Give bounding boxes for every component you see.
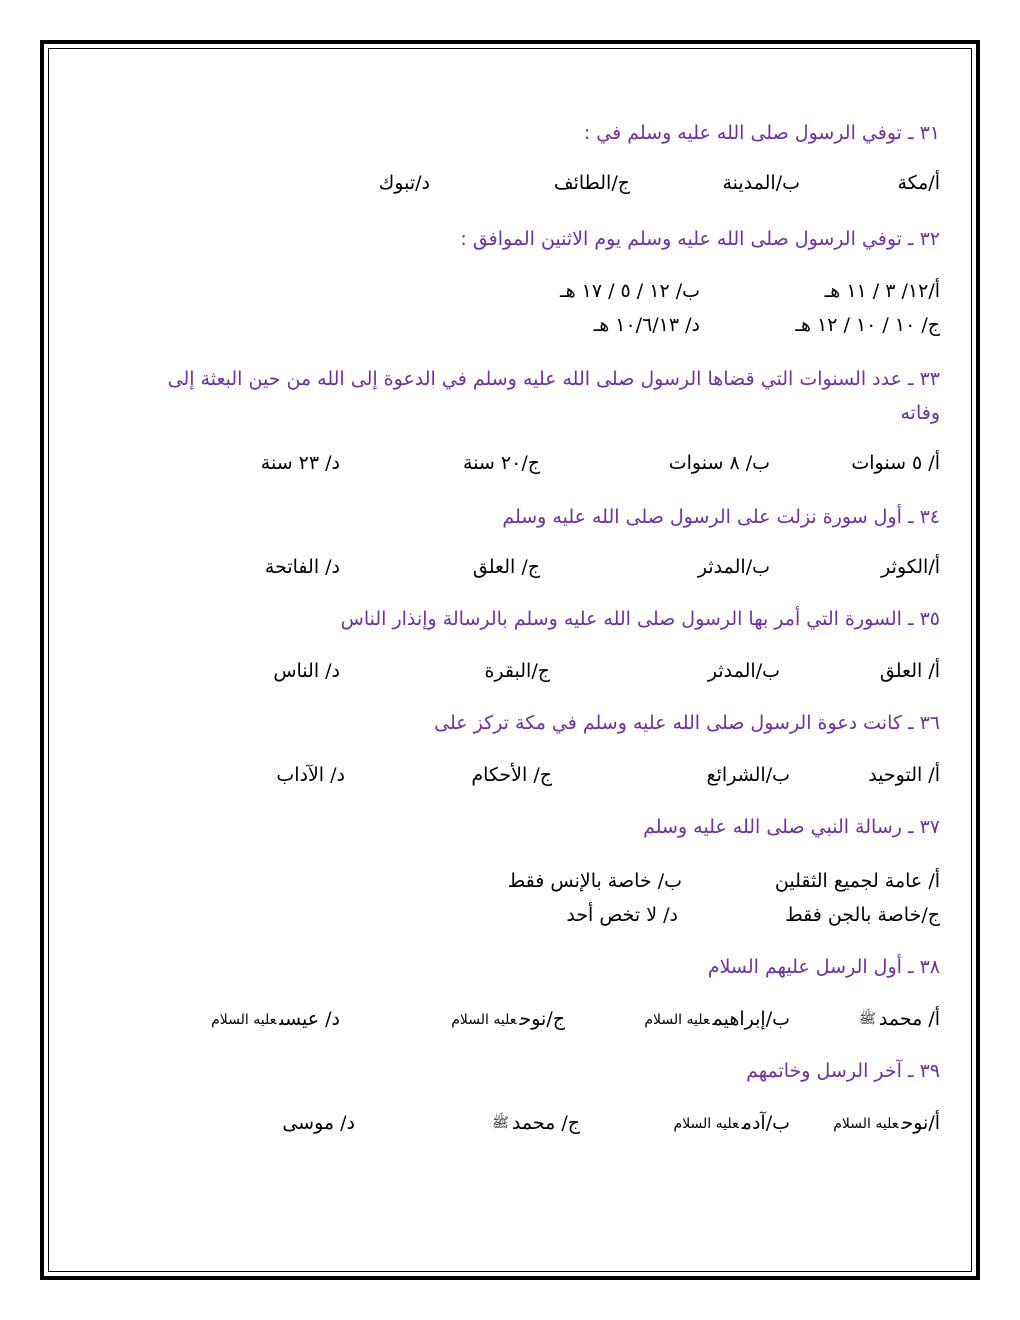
option-d: د/ الآداب [276,764,345,786]
option-b: ب/ خاصة بالإنس فقط [507,870,682,892]
options-32-row1 [280,280,940,310]
option-c: ج/ الأحكام [471,764,552,786]
question-35: ٣٥ ـ السورة التي أمر بها الرسول صلى الله عليه وسلم بالرسالة وإنذار الناس [340,608,940,630]
option-a: أ/مكة [897,172,940,194]
option-b-text: ب/إبراهيم [712,1008,790,1030]
question-37: ٣٧ ـ رسالة النبي صلى الله عليه وسلم [643,816,940,838]
question-33: ٣٣ ـ عدد السنوات التي قضاها الرسول صلى الله عليه وسلم في الدعوة إلى الله من حين البعثة إلى وفاته [167,368,940,424]
option-b [674,1112,790,1134]
option-a: أ/ ٥ سنوات [851,452,940,474]
option-d-text: د/ عيسى [279,1008,340,1030]
option-b: ب/المدثر [697,556,770,578]
alayhi-salam-icon: عليه السلام [211,1011,277,1028]
option-a: أ/ عامة لجميع الثقلين [774,870,940,892]
options-36 [276,764,940,794]
option-c: ج/الطائف [553,172,630,194]
alayhi-salam-icon: عليه السلام [673,1115,739,1132]
options-37-row1 [280,870,940,900]
option-c-text: ج/نوح [519,1008,565,1030]
options-37-row2 [280,904,940,934]
option-d: د/ الناس [273,660,340,682]
option-c [492,1112,580,1134]
option-d: د/تبوك [378,172,430,194]
question-32: ٣٢ ـ توفي الرسول صلى الله عليه وسلم يوم الاثنين الموافق : [460,228,940,250]
option-c [451,1008,565,1030]
alayhi-salam-icon: عليه السلام [644,1011,710,1028]
option-c-text: ج/ محمد [511,1112,580,1134]
option-b: ب/المدثر [707,660,780,682]
pbuh-icon: ﷺ [858,1010,876,1027]
option-b [644,1008,790,1030]
option-b: ب/ ١٢ / ٥ / ١٧ هـ [560,280,700,302]
options-39 [280,1112,940,1142]
alayhi-salam-icon: عليه السلام [833,1115,899,1132]
option-c: ج/ ١٠ / ١٠ / ١٢ هـ [795,314,940,336]
option-a: أ/الكوثر [881,556,940,578]
option-b: ب/المدينة [722,172,800,194]
question-38: ٣٨ ـ أول الرسل عليهم السلام [707,956,940,978]
option-c: ج/خاصة بالجن فقط [785,904,940,926]
pbuh-icon: ﷺ [491,1114,509,1131]
option-a: أ/ العلق [879,660,940,682]
option-b: ب/الشرائع [706,764,790,786]
option-b-text: ب/آدم [741,1112,790,1134]
option-a-text: أ/ محمد [878,1008,940,1030]
option-d [211,1008,340,1030]
option-a: أ/ التوحيد [868,764,940,786]
option-d: د/ ١٠/٦/١٣ هـ [593,314,700,336]
option-d: د/ لا تخص أحد [566,904,678,926]
options-34 [264,556,940,586]
option-b: ب/ ٨ سنوات [668,452,770,474]
question-39: ٣٩ ـ آخر الرسل وخاتمهم [746,1060,940,1082]
alayhi-salam-icon: عليه السلام [451,1011,517,1028]
options-32-row2 [280,314,940,344]
question-36: ٣٦ ـ كانت دعوة الرسول صلى الله عليه وسلم في مكة تركز على [434,712,940,734]
question-34: ٣٤ ـ أول سورة نزلت على الرسول صلى الله عليه وسلم [502,506,940,528]
question-31: ٣١ ـ توفي الرسول صلى الله عليه وسلم في : [583,122,940,144]
options-33 [260,452,940,482]
option-c: ج/ العلق [472,556,540,578]
option-c: ج/البقرة [484,660,550,682]
option-d: د/ الفاتحة [264,556,340,578]
option-a: أ/١٢/ ٣ / ١١ هـ [824,280,940,302]
options-31 [280,172,940,202]
option-a [859,1008,940,1030]
option-d: د/ ٢٣ سنة [260,452,340,474]
option-c: ج/٢٠ سنة [463,452,540,474]
options-35 [273,660,940,690]
option-a-text: أ/نوح [901,1112,940,1134]
option-a [833,1112,940,1134]
option-d: د/ موسى [282,1112,355,1134]
options-38 [211,1008,940,1038]
